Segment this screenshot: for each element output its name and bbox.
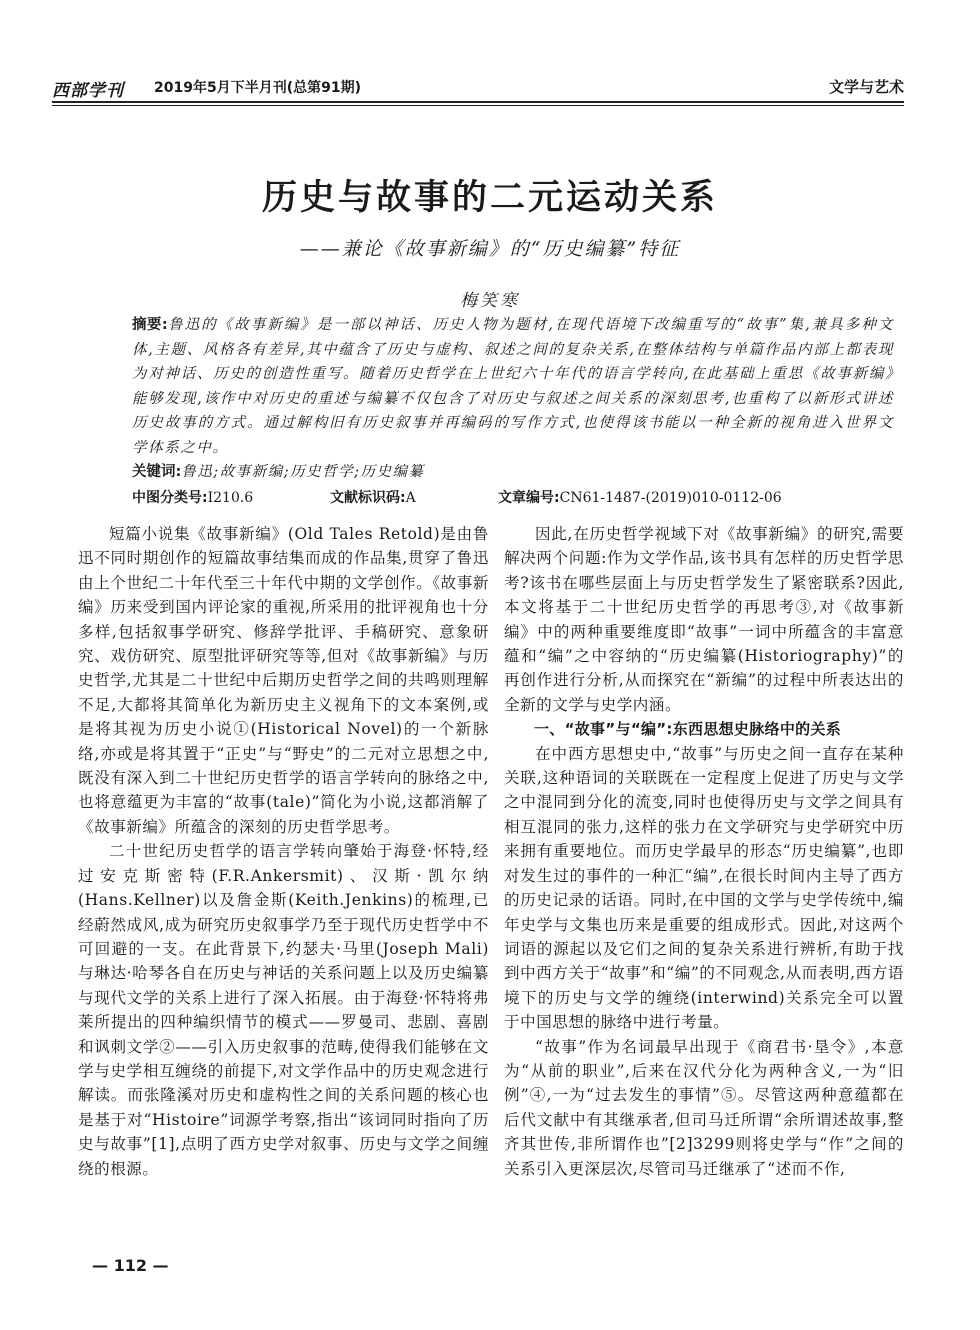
doc-label: 文献标识码: <box>330 490 406 506</box>
abstract <box>132 313 894 461</box>
clc-number <box>132 487 253 507</box>
header-rule <box>52 101 904 103</box>
keywords-text: 鲁迅;故事新编;历史哲学;历史编纂 <box>181 464 425 480</box>
issue-info: 2019年5月下半月刊(总第91期) <box>154 80 361 96</box>
header-rule-thin <box>52 105 904 106</box>
body-paragraph: 短篇小说集《故事新编》(Old Tales Retold)是由鲁迅不同时期创作的短篇故事结集而成的作品集,贯穿了鲁迅由上个世纪二十年代至三十年代中期的文学创作。《故事新编》历来受到国内评论家的重视,所采用的批评视角也十分多样,包括叙事学研究、修辞学批评、手稿研究、意象研究、戏仿研究、原型批评研究等等,但对《故事新编》与历史哲学,尤其是二十世纪中后期历史哲学之间的共鸣则理解不足,大都将其简单化为新历史主义视角下的文本案例,或是将其视为历史小说①(Historical Novel)的一个新脉络,亦或是将其置于“正史”与“野史”的二元对立思想之中,既没有深入到二十世纪历史哲学的语言学转向的脉络之中,也将意蕴更为丰富的“故事(tale)”简化为小说,这都消解了《故事新编》所蕴含的深刻的历史哲学思考。 <box>78 525 489 836</box>
running-header <box>52 76 904 102</box>
article-number-label: 文章编号: <box>498 490 560 506</box>
article-title: 历史与故事的二元运动关系 <box>261 178 718 218</box>
clc-label: 中图分类号: <box>132 490 208 506</box>
body-paragraph: 在中西方思想史中,“故事”与历史之间一直存在某种关联,这种语词的关联既在一定程度上促进了历史与文学之中混同到分化的流变,同时也使得历史与文学之间具有相互混同的张力,这样的张力在文学研究与史学研究中历来拥有重要地位。而历史学最早的形态“历史编纂”,也即对发生过的事件的一种汇“编”,在很长时间内主导了西方的历史记录的话语。同时,在中国的文学与史学传统中,编年史学与文集也历来是重要的组成形式。因此,对这两个词语的源起以及它们之间的复杂关系进行辨析,有助于找到中西方关于“故事”和“编”的不同观念,从而表明,西方语境下的历史与文学的缠绕(interwind)关系完全可以置于中国思想的脉络中进行考量。 <box>504 744 904 1032</box>
left-column <box>78 522 489 1181</box>
abstract-text: 鲁迅的《故事新编》是一部以神话、历史人物为题材,在现代语境下改编重写的“故事”集,兼具多种文体,主题、风格各有差异,其中蕴含了历史与虚构、叙述之间的复杂关系,在整体结构与单篇作品内部上都表现为对神话、历史的创造性重写。随着历史哲学在上世纪六十年代的语言学转向,在此基础上重思《故事新编》能够发现,该作中对历史的重述与编纂不仅包含了对历史与叙述之间关系的深刻思考,也重构了以新形式讲述历史故事的方式。通过解构旧有历史叙事并再编码的写作方式,也使得该书能以一种全新的视角进入世界文学体系之中。 <box>132 317 894 456</box>
abstract-label: 摘要: <box>132 317 168 333</box>
section-name: 文学与艺术 <box>828 78 904 96</box>
doc-code <box>330 487 416 507</box>
body-paragraph: 二十世纪历史哲学的语言学转向肇始于海登·怀特,经过安克斯密特(F.R.Ankersmit)、汉斯·凯尔纳(Hans.Kellner)以及詹金斯(Keith.Jenkins)的梳理,已经蔚然成风,成为研究历史叙事学乃至于现代历史哲学中不可回避的一支。在此背景下,约瑟夫·马里(Joseph Mali)与琳达·哈琴各自在历史与神话的关系问题上以及历史编纂与现代文学的关系上进行了深入拓展。由于海登·怀特将弗莱所提出的四种编织情节的模式——罗曼司、悲剧、喜剧和讽刺文学②——引入历史叙事的范畴,使得我们能够在文学与史学相互缠绕的前提下,对文学作品中的历史观念进行解读。而张隆溪对历史和虚构性之间的关系问题的核心也是基于对“Histoire”词源学考察,指出“该词同时指向了历史与故事”[1],点明了西方史学对叙事、历史与文学之间缠绕的根源。 <box>78 842 489 1178</box>
right-column <box>504 522 904 1181</box>
journal-name: 西部学刊 <box>52 81 124 101</box>
section-heading: 一、“故事”与“编”:东西思想史脉络中的关系 <box>534 720 842 739</box>
doc-value: A <box>405 490 416 506</box>
article-number <box>498 487 782 507</box>
clc-value: I210.6 <box>207 490 254 506</box>
body-paragraph: 因此,在历史哲学视域下对《故事新编》的研究,需要解决两个问题:作为文学作品,该书具有怎样的历史哲学思考?该书在哪些层面上与历史哲学发生了紧密联系?因此,本文将基于二十世纪历史哲学的再思考③,对《故事新编》中的两种重要维度即“故事”一词中所蕴含的丰富意蕴和“编”之中容纳的“历史编纂(Historiography)”的再创作进行分析,从而探究在“新编”的过程中所表达出的全新的文学与史学内涵。 <box>504 525 904 714</box>
keywords-label: 关键词: <box>132 464 182 480</box>
keywords <box>132 460 894 481</box>
article-subtitle: ——兼论《故事新编》的“历史编纂”特征 <box>299 238 681 260</box>
article-number-value: CN61-1487-(2019)010-0112-06 <box>559 490 782 506</box>
body-paragraph: “故事”作为名词最早出现于《商君书·垦令》,本意为“从前的职业”,后来在汉代分化为两种含义,一为“旧例”④,一为“过去发生的事情”⑤。尽管这两种意蕴都在后代文献中有其继承者,但司马迁所谓“余所谓述故事,整齐其世传,非所谓作也”[2]3299则将史学与“作”之间的关系引入更深层次,尽管司马迁继承了“述而不作, <box>504 1037 904 1178</box>
author-name: 梅笑寒 <box>460 291 520 311</box>
page-number: — 112 — <box>92 1256 169 1275</box>
